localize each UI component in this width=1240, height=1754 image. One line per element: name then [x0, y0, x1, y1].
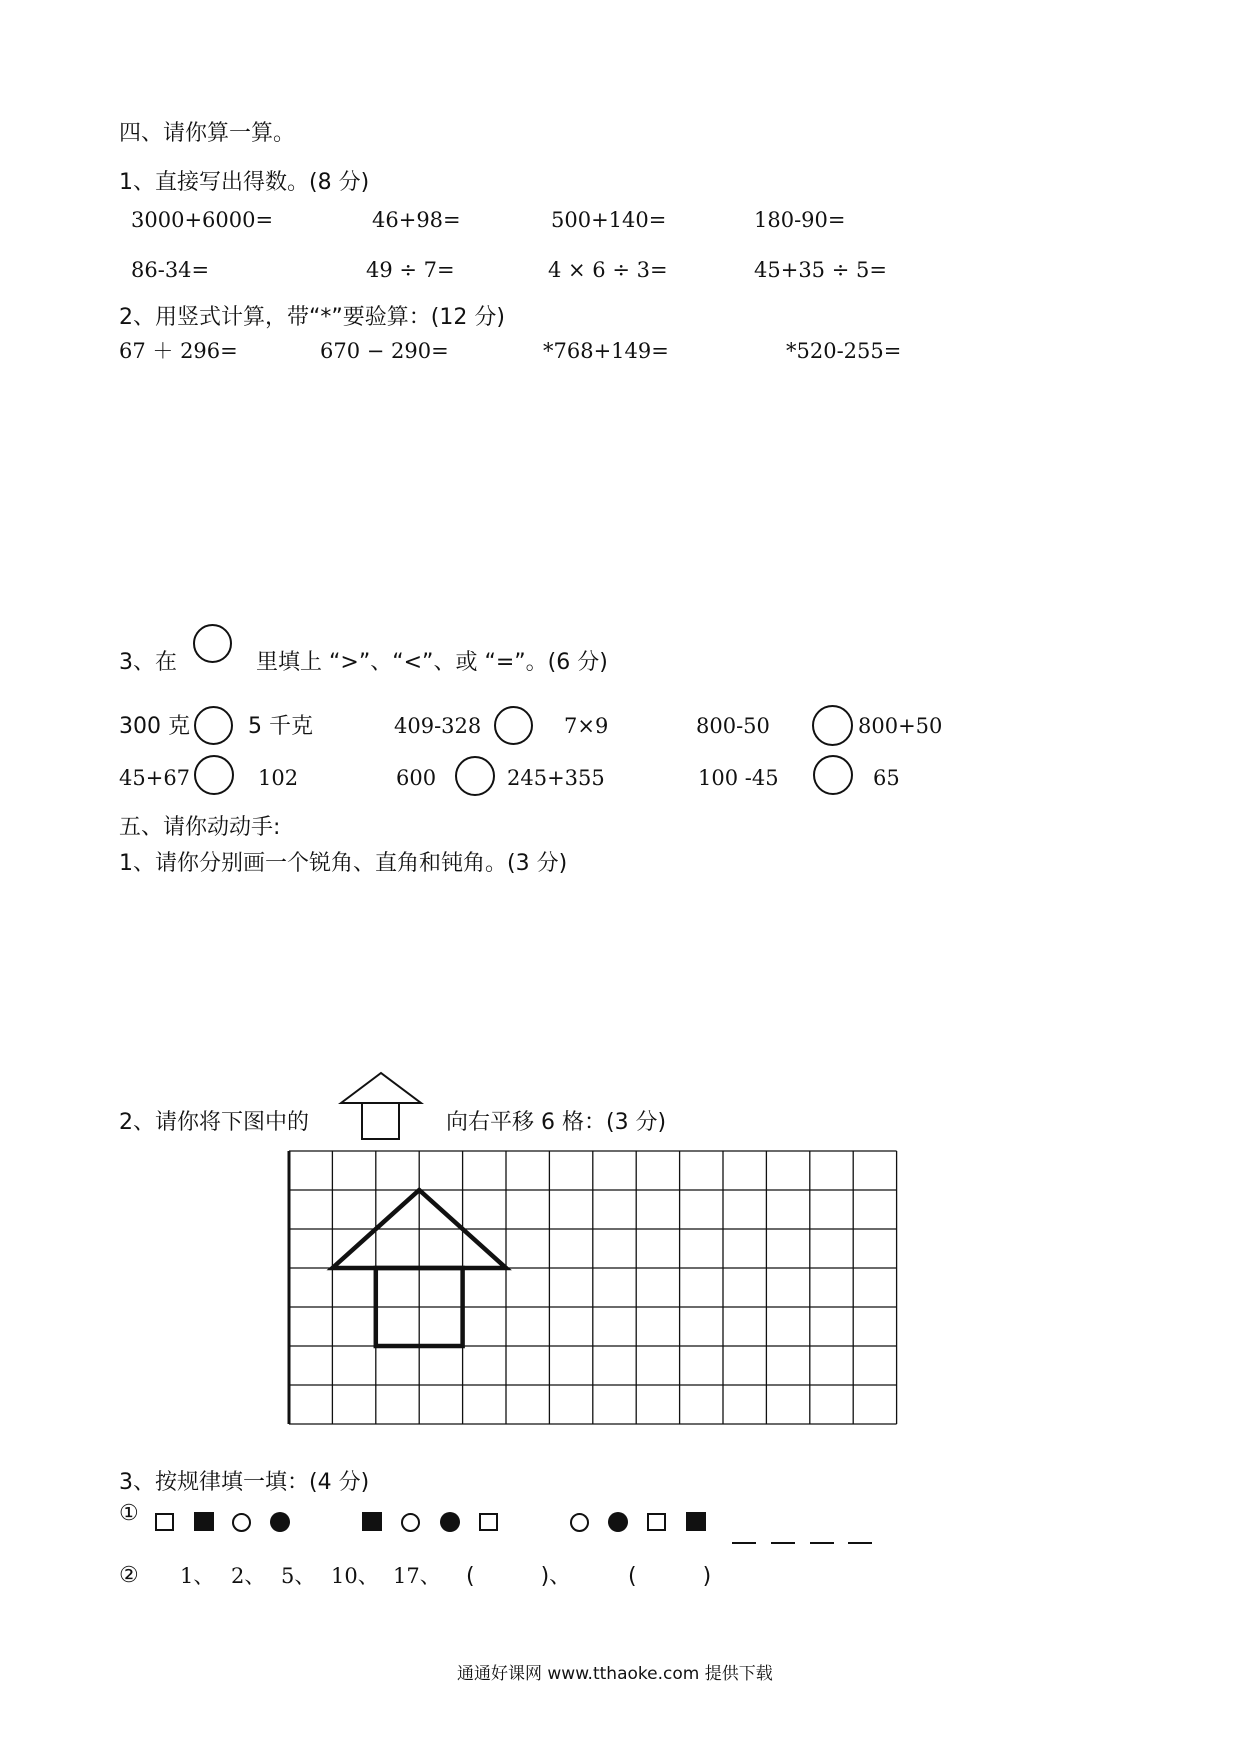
s5-q2-title-start: 2、请你将下图中的 — [119, 1110, 309, 1135]
q1-title: 1、直接写出得数。(8 分) — [119, 170, 370, 195]
compare-circle[interactable] — [494, 706, 533, 745]
square-outline-icon — [479, 1513, 498, 1531]
q1-item-4: 180-90= — [754, 208, 846, 232]
s5-q3-title: 3、按规律填一填：(4 分) — [119, 1470, 370, 1495]
q1-item-6: 49 ÷ 7= — [366, 258, 455, 282]
circle-outline-icon — [401, 1513, 420, 1532]
s5-q2-title-end: 向右平移 6 格：(3 分) — [446, 1110, 667, 1135]
footer-credit: 通通好课网 www.tthaoke.com 提供下载 — [457, 1664, 773, 1684]
answer-blank[interactable] — [848, 1542, 872, 1544]
compare-right: 65 — [873, 766, 900, 790]
translation-grid — [286, 1148, 900, 1434]
compare-right: 7×9 — [564, 714, 609, 738]
compare-circle[interactable] — [813, 755, 853, 795]
square-outline-icon — [155, 1513, 174, 1531]
sequence-blank-2[interactable]: ( ) — [628, 1564, 712, 1589]
sequence-item: 5、 — [281, 1564, 316, 1588]
sequence-marker: ② — [119, 1563, 139, 1588]
answer-blank[interactable] — [810, 1542, 834, 1544]
circle-filled-icon — [608, 1512, 628, 1532]
square-filled-icon — [194, 1512, 214, 1531]
compare-right: 5 千克 — [248, 714, 313, 739]
compare-right: 102 — [258, 766, 299, 790]
q1-item-3: 500+140= — [551, 208, 667, 232]
sequence-item: 17、 — [393, 1564, 441, 1588]
q1-item-1: 3000+6000= — [131, 208, 274, 232]
sequence-item: 10、 — [331, 1564, 379, 1588]
q2-item-4: *520-255= — [786, 339, 902, 363]
compare-left: 600 — [396, 766, 437, 790]
circle-outline-icon — [232, 1513, 251, 1532]
q3-title-start: 3、在 — [119, 650, 177, 675]
answer-blank[interactable] — [771, 1542, 795, 1544]
q2-item-2: 670 − 290= — [320, 339, 449, 363]
compare-left: 45+67 — [119, 766, 191, 790]
section4-title: 四、请你算一算。 — [119, 121, 296, 146]
q2-item-3: *768+149= — [543, 339, 669, 363]
compare-right: 245+355 — [507, 766, 605, 790]
s5-q1-title: 1、请你分别画一个锐角、直角和钝角。(3 分) — [119, 851, 568, 876]
answer-blank[interactable] — [732, 1542, 756, 1544]
square-filled-icon — [362, 1512, 382, 1531]
circle-filled-icon — [270, 1512, 290, 1532]
compare-left: 409-328 — [394, 714, 482, 738]
house-icon — [338, 1070, 424, 1142]
q2-item-1: 67 ＋ 296= — [119, 339, 238, 363]
compare-circle[interactable] — [812, 705, 853, 746]
square-outline-icon — [647, 1513, 666, 1531]
compare-circle[interactable] — [194, 706, 233, 745]
q1-item-2: 46+98= — [372, 208, 461, 232]
compare-left: 300 克 — [119, 714, 190, 739]
q2-title: 2、用竖式计算，带“*”要验算：(12 分) — [119, 305, 505, 330]
compare-left: 800-50 — [696, 714, 770, 738]
pattern-marker: ① — [119, 1501, 139, 1526]
q1-item-8: 45+35 ÷ 5= — [754, 258, 887, 282]
sequence-item: 1、 — [180, 1564, 215, 1588]
q3-title-end: 里填上 “>”、“<”、或 “=”。(6 分) — [256, 650, 608, 675]
circle-outline-icon — [570, 1513, 589, 1532]
circle-filled-icon — [440, 1512, 460, 1532]
answer-circle-icon — [193, 624, 232, 663]
compare-left: 100 -45 — [698, 766, 779, 790]
compare-right: 800+50 — [858, 714, 943, 738]
sequence-item: 2、 — [231, 1564, 266, 1588]
q1-item-7: 4 × 6 ÷ 3= — [548, 258, 668, 282]
sequence-blank-1[interactable]: ( )、 — [466, 1564, 572, 1589]
q1-item-5: 86-34= — [131, 258, 210, 282]
square-filled-icon — [686, 1512, 706, 1531]
compare-circle[interactable] — [455, 756, 495, 796]
section5-title: 五、请你动动手: — [119, 815, 281, 840]
compare-circle[interactable] — [194, 755, 234, 795]
